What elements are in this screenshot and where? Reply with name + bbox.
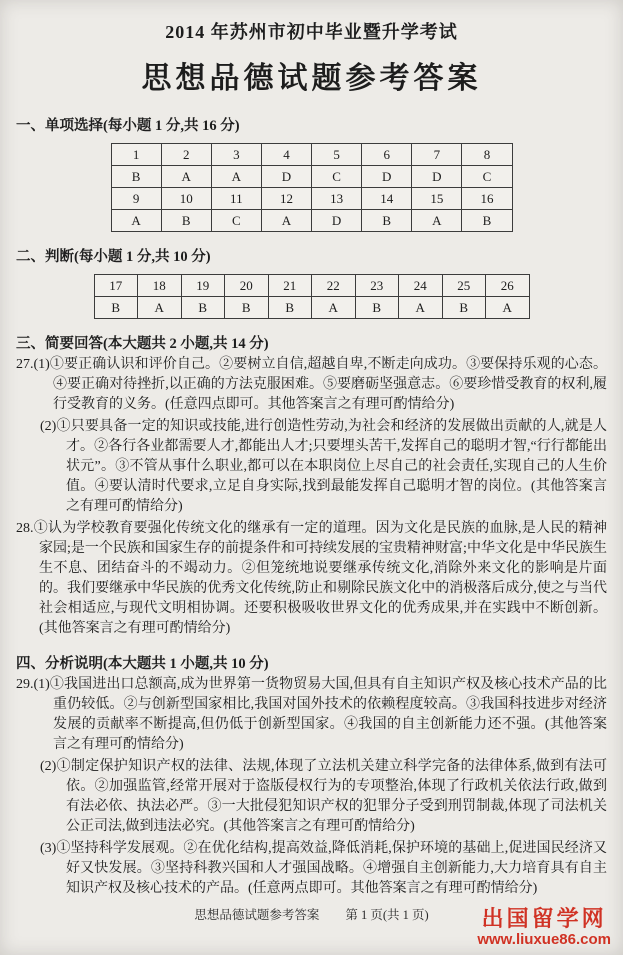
answer-q28: 28.①认为学校教育要强化传统文化的继承有一定的道理。因为文化是民族的血脉,是人民的精神家园;是一个民族和国家生存的前提条件和可持续发展的宝贵精神财富;中华文化是中华民族生生不息、团结奋斗的不竭动力。②但笼统地说要继承传统文化,消除外来文化的影响是片面的。我们要继承中华民族的优秀文化传统,防止和剔除民族文化中的消极落后成分,使之与当代社会相适应,与现代文明相协调。还要积极吸收世界文化的优秀成果,并在实践中不断创新。(其他答案言之有理可酌情给分) bbox=[16, 521, 607, 636]
section-heading-choice: 一、单项选择(每小题 1 分,共 16 分) bbox=[16, 118, 240, 134]
table-row bbox=[111, 210, 512, 232]
table-cell: A bbox=[161, 166, 211, 188]
table-cell: B bbox=[225, 297, 269, 319]
table-cell: 6 bbox=[362, 144, 412, 166]
table-cell: 8 bbox=[462, 144, 512, 166]
section-heading-brief: 三、简要回答(本大题共 2 小题,共 14 分) bbox=[16, 336, 269, 352]
table-cell: B bbox=[111, 166, 161, 188]
document-title: 思想品德试题参考答案 bbox=[141, 62, 482, 95]
section-heading-analysis: 四、分析说明(本大题共 1 小题,共 10 分) bbox=[16, 656, 269, 672]
footer-page-number: 第 1 页(共 1 页) bbox=[345, 908, 429, 922]
table-cell: 19 bbox=[181, 275, 225, 297]
table-cell: 18 bbox=[138, 275, 182, 297]
table-cell: A bbox=[138, 297, 182, 319]
document-header bbox=[16, 18, 607, 97]
judgement-answer-table-body bbox=[94, 275, 529, 319]
table-cell: 23 bbox=[355, 275, 399, 297]
table-cell: 21 bbox=[268, 275, 312, 297]
table-cell: B bbox=[462, 210, 512, 232]
table-cell: A bbox=[312, 297, 356, 319]
table-cell: A bbox=[399, 297, 443, 319]
table-cell: A bbox=[486, 297, 530, 319]
table-cell: A bbox=[111, 210, 161, 232]
table-cell: 16 bbox=[462, 188, 512, 210]
table-cell: 5 bbox=[312, 144, 362, 166]
table-cell: 12 bbox=[261, 188, 311, 210]
table-cell: D bbox=[261, 166, 311, 188]
footer-doc-label: 思想品德试题参考答案 bbox=[194, 908, 320, 922]
watermark-site-name: 出国留学网 bbox=[481, 906, 607, 931]
section-brief-answers bbox=[16, 332, 607, 639]
table-cell: 11 bbox=[211, 188, 261, 210]
table-cell: B bbox=[442, 297, 486, 319]
watermark-site-url: www.liuxue86.com bbox=[477, 931, 611, 948]
table-cell: 13 bbox=[312, 188, 362, 210]
judgement-answer-table bbox=[94, 274, 530, 319]
table-cell: A bbox=[261, 210, 311, 232]
watermark bbox=[477, 907, 611, 948]
table-row bbox=[111, 188, 512, 210]
table-cell: 3 bbox=[211, 144, 261, 166]
table-cell: 2 bbox=[161, 144, 211, 166]
table-cell: 17 bbox=[94, 275, 138, 297]
table-cell: C bbox=[462, 166, 512, 188]
section-heading-judgement: 二、判断(每小题 1 分,共 10 分) bbox=[16, 249, 211, 265]
answer-q27-part2: (2)①只要具备一定的知识或技能,进行创造性劳动,为社会和经济的发展做出贡献的人,就是人才。②各行各业都需要人才,都能出人才;只要埋头苦干,发挥自己的聪明才智,“行行都能出状元”。③不管从事什么职业,都可以在本职岗位上尽自己的社会责任,实现自己的人生价值。④要认清时代要求,立足自身实际,找到最能发挥自己聪明才智的岗位。(其他答案言之有理可酌情给分) bbox=[40, 419, 607, 514]
table-cell: C bbox=[211, 210, 261, 232]
table-cell: C bbox=[312, 166, 362, 188]
table-cell: B bbox=[94, 297, 138, 319]
table-cell: A bbox=[412, 210, 462, 232]
table-cell: 22 bbox=[312, 275, 356, 297]
table-cell: B bbox=[268, 297, 312, 319]
table-cell: 4 bbox=[261, 144, 311, 166]
choice-answer-table-body bbox=[111, 144, 512, 232]
table-cell: B bbox=[161, 210, 211, 232]
answer-q27-part1: 27.(1)①要正确认识和评价自己。②要树立自信,超越自卑,不断走向成功。③要保持乐观的心态。④要正确对待挫折,以正确的方法克服困难。⑤要磨砺坚强意志。⑥要珍惜受教育的权利,履行受教育的义务。(任意四点即可。其他答案言之有理可酌情给分) bbox=[16, 357, 607, 412]
table-row bbox=[94, 297, 529, 319]
table-row bbox=[111, 144, 512, 166]
section-single-choice bbox=[16, 114, 607, 232]
section-judgement bbox=[16, 245, 607, 319]
table-row bbox=[94, 275, 529, 297]
table-cell: 24 bbox=[399, 275, 443, 297]
table-cell: A bbox=[211, 166, 261, 188]
exam-title: 2014 年苏州市初中毕业暨升学考试 bbox=[165, 22, 458, 42]
table-cell: 1 bbox=[111, 144, 161, 166]
table-cell: 26 bbox=[486, 275, 530, 297]
table-cell: 9 bbox=[111, 188, 161, 210]
choice-answer-table bbox=[111, 143, 513, 232]
table-cell: B bbox=[181, 297, 225, 319]
table-row bbox=[111, 166, 512, 188]
table-cell: D bbox=[362, 166, 412, 188]
section-analysis bbox=[16, 652, 607, 899]
table-cell: 10 bbox=[161, 188, 211, 210]
table-cell: 7 bbox=[412, 144, 462, 166]
answer-q29-part2: (2)①制定保护知识产权的法律、法规,体现了立法机关建立科学完备的法律体系,做到有法可依。②加强监管,经常开展对于盗版侵权行为的专项整治,体现了行政机关依法行政,做到有法必依、执法必严。③一大批侵犯知识产权的犯罪分子受到刑罚制裁,体现了司法机关公正司法,做到违法必究。(其他答案言之有理可酌情给分) bbox=[40, 759, 607, 834]
table-cell: B bbox=[362, 210, 412, 232]
table-cell: D bbox=[412, 166, 462, 188]
table-cell: 15 bbox=[412, 188, 462, 210]
table-cell: D bbox=[312, 210, 362, 232]
answer-q29-part1: 29.(1)①我国进出口总额高,成为世界第一货物贸易大国,但具有自主知识产权及核心技术产品的比重仍较低。②与创新型国家相比,我国对国外技术的依赖程度较高。③我国科技进步对经济发展的贡献率不断提高,但仍低于创新型国家。④我国的自主创新能力还不强。(其他答案言之有理可酌情给分) bbox=[16, 677, 607, 752]
table-cell: B bbox=[355, 297, 399, 319]
answer-q29-part3: (3)①坚持科学发展观。②在优化结构,提高效益,降低消耗,保护环境的基础上,促进国民经济又好又快发展。③坚持科教兴国和人才强国战略。④增强自主创新能力,大力培育具有自主知识产权及核心技术的产品。(任意两点即可。其他答案言之有理可酌情给分) bbox=[40, 841, 607, 896]
table-cell: 14 bbox=[362, 188, 412, 210]
table-cell: 20 bbox=[225, 275, 269, 297]
table-cell: 25 bbox=[442, 275, 486, 297]
